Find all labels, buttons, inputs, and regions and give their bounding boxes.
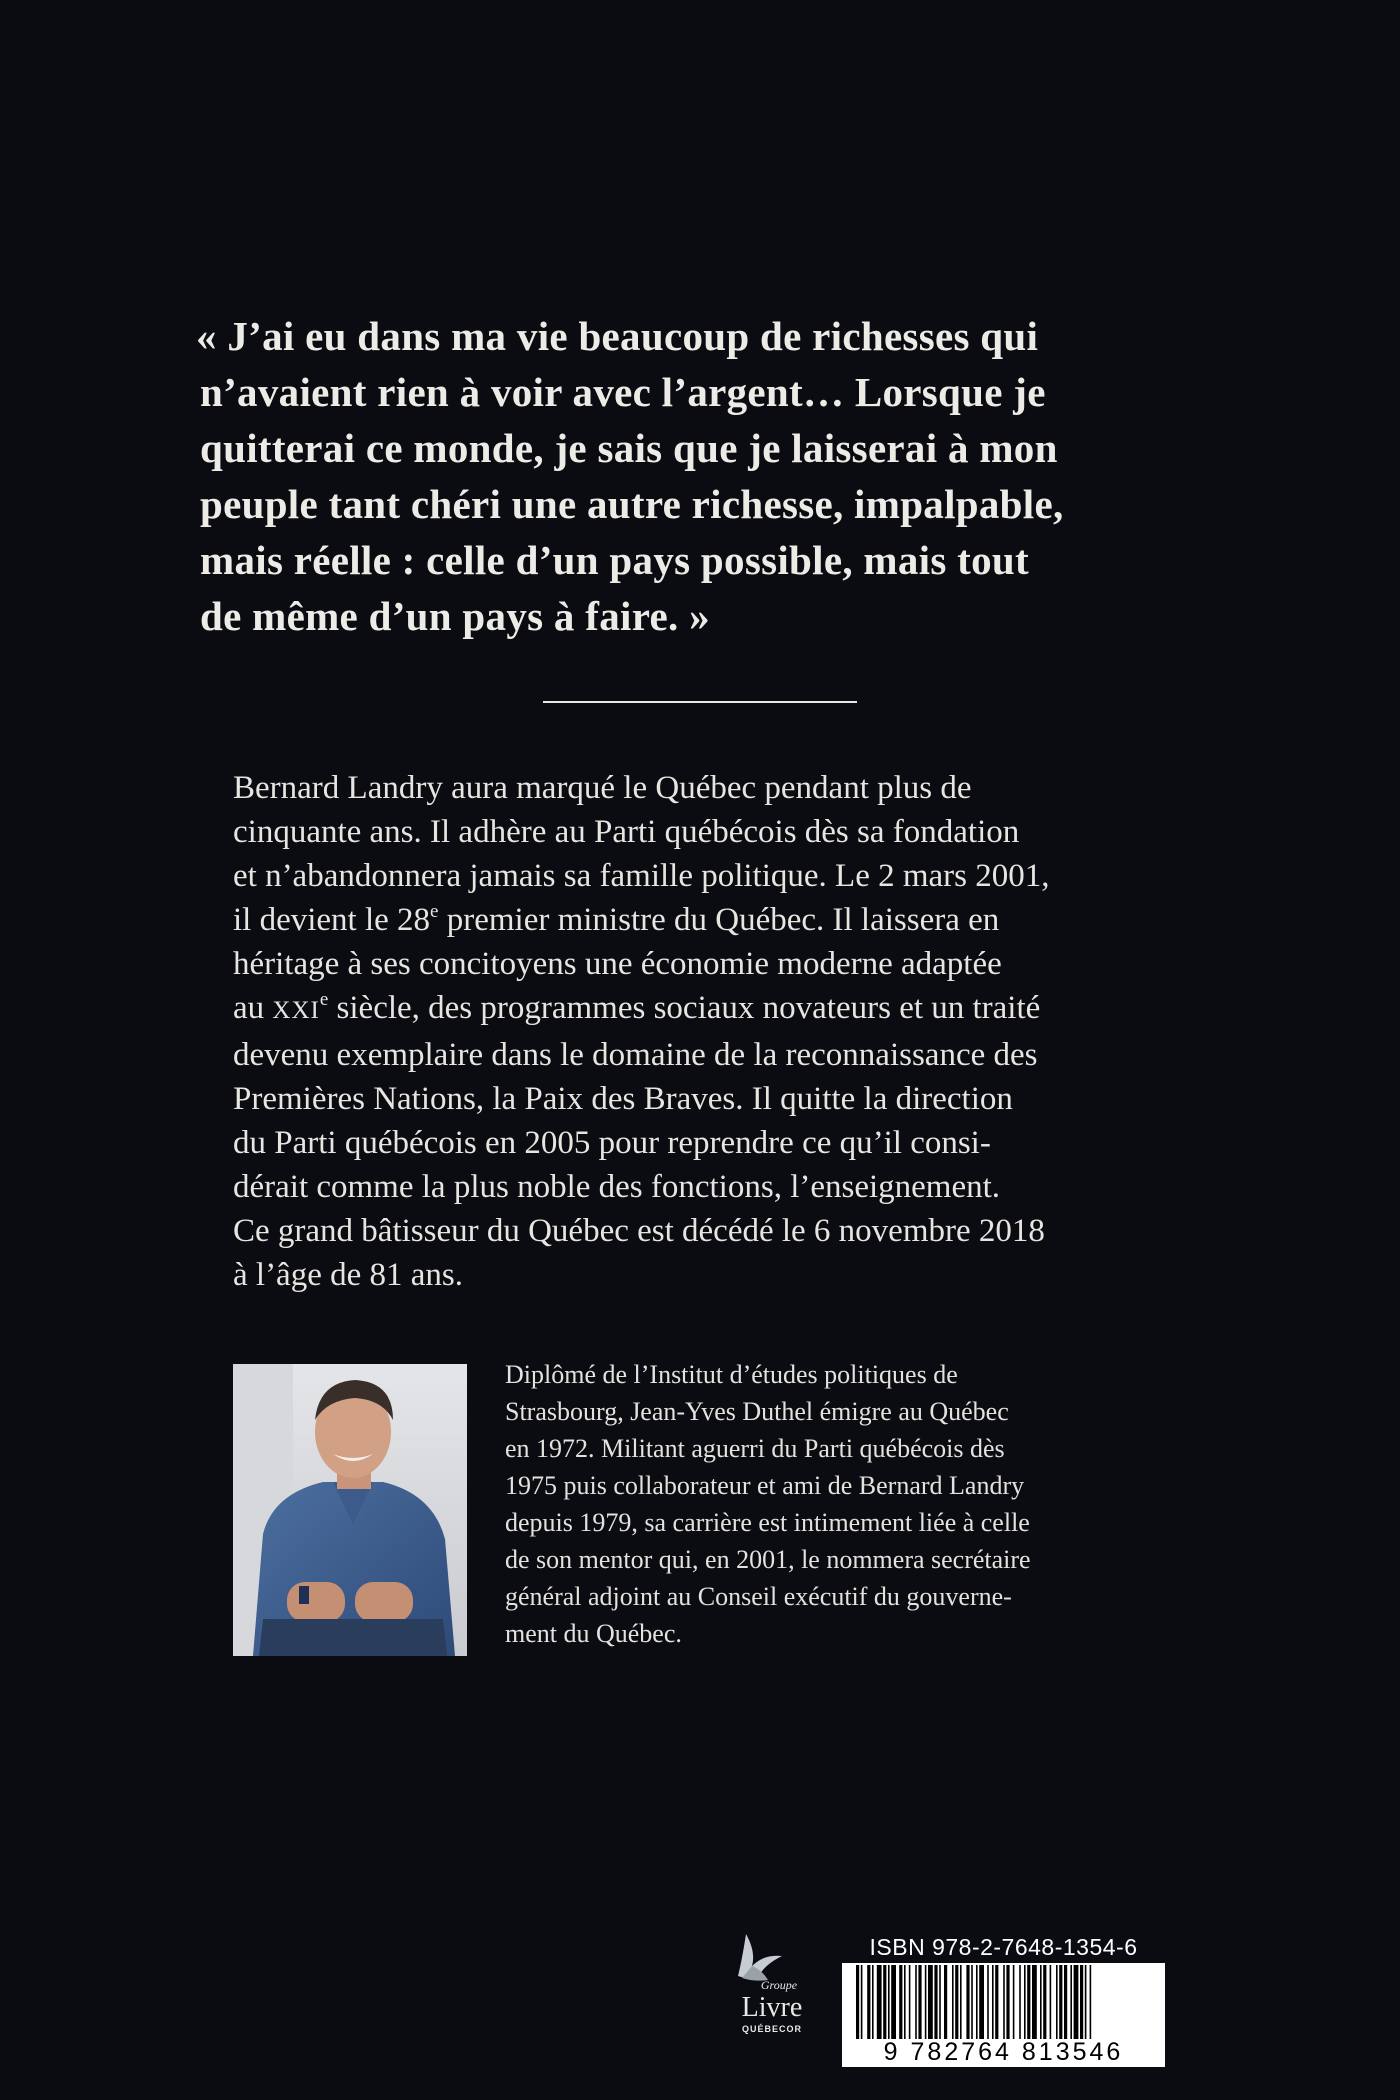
barcode-bar — [1080, 1965, 1083, 2039]
bio-line: Ce grand bâtisseur du Québec est décédé le 6 novembre 2018 — [233, 1213, 1045, 1249]
barcode-bar — [952, 1965, 954, 2039]
author-bio-line: Strasbourg, Jean-Yves Duthel émigre au Québec — [505, 1397, 1009, 1426]
bio-line — [233, 898, 1173, 942]
barcode-bar — [872, 1965, 874, 2039]
barcode-bar — [1056, 1965, 1058, 2039]
barcode-bar — [939, 1965, 941, 2039]
barcode-bar — [966, 1965, 969, 2039]
bio-text: il devient le 28 — [233, 902, 431, 938]
barcode-bar — [1085, 1965, 1087, 2039]
bio-text: siècle, des programmes sociaux novateurs et un traité — [328, 990, 1041, 1026]
bio-text: premier ministre du Québec. Il laissera en — [438, 902, 1000, 938]
barcode-bar — [1059, 1965, 1062, 2039]
barcode-bar — [856, 1965, 859, 2039]
author-bio — [505, 1356, 1175, 1652]
barcode-bar — [987, 1965, 989, 2039]
bio-line: à l’âge de 81 ans. — [233, 1257, 463, 1293]
bio-line: Bernard Landry aura marqué le Québec pendant plus de — [233, 770, 972, 806]
barcode-bars — [842, 1965, 1165, 2039]
isbn-barcode — [842, 1931, 1165, 2067]
publisher-brand: QUÉBECOR — [741, 2024, 803, 2034]
publisher-group-label: Groupe — [760, 1978, 798, 1992]
author-bio-line: Diplômé de l’Institut d’études politiques de — [505, 1360, 958, 1389]
ordinal-superscript: e — [319, 989, 329, 1010]
bio-text: au — [233, 990, 273, 1026]
barcode-box — [842, 1963, 1165, 2067]
barcode-bar — [867, 1965, 870, 2039]
barcode-bar — [1050, 1965, 1052, 2039]
author-bio-line: en 1972. Militant aguerri du Parti québécois dès — [505, 1434, 1005, 1463]
barcode-bar — [891, 1965, 896, 2039]
barcode-bar — [899, 1965, 902, 2039]
author-bio-line: de son mentor qui, en 2001, le nommera secrétaire — [505, 1545, 1031, 1574]
barcode-bar — [1013, 1965, 1015, 2039]
barcode-bar — [971, 1965, 973, 2039]
bio-line: cinquante ans. Il adhère au Parti québécois dès sa fondation — [233, 814, 1020, 850]
author-bio-line: général adjoint au Conseil exécutif du gouverne- — [505, 1582, 1012, 1611]
bernard-landry-bio — [233, 766, 1173, 1297]
barcode-bar — [883, 1965, 886, 2039]
author-photo — [233, 1364, 467, 1656]
quote-line: n’avaient rien à voir avec l’argent… Lorsque je — [200, 369, 1046, 415]
barcode-bar — [979, 1965, 984, 2039]
publisher-logo — [712, 1930, 830, 2048]
author-bio-line: 1975 puis collaborateur et ami de Bernard Landry — [505, 1471, 1025, 1500]
barcode-bar — [1019, 1965, 1021, 2039]
barcode-bar — [1074, 1965, 1079, 2039]
barcode-bar — [925, 1965, 927, 2039]
quote-line: « J’ai eu dans ma vie beaucoup de richesses qui — [196, 313, 1039, 359]
barcode-bar — [888, 1965, 890, 2039]
barcode-bar — [992, 1965, 994, 2039]
barcode-bar — [1090, 1965, 1092, 2039]
author-bio-line: ment du Québec. — [505, 1619, 682, 1648]
barcode-bar — [1064, 1965, 1067, 2039]
barcode-bar — [1032, 1965, 1037, 2039]
divider-rule — [543, 701, 857, 703]
barcode-bar — [995, 1965, 998, 2039]
barcode-bar — [904, 1965, 906, 2039]
barcode-bar — [976, 1965, 978, 2039]
isbn-label: ISBN 978-2-7648-1354-6 — [869, 1934, 1138, 1960]
author-bio-line: depuis 1979, sa carrière est intimement liée à celle — [505, 1508, 1030, 1537]
ordinal-superscript: e — [430, 901, 439, 922]
barcode-bar — [960, 1965, 962, 2039]
barcode-bar — [1040, 1965, 1042, 2039]
barcode-bar — [955, 1965, 958, 2039]
barcode-bar — [909, 1965, 911, 2039]
barcode-bar — [915, 1965, 917, 2039]
quote-line: mais réelle : celle d’un pays possible, mais tout — [200, 537, 1029, 583]
barcode-bar — [877, 1965, 882, 2039]
barcode-bar — [1003, 1965, 1005, 2039]
barcode-bar — [918, 1965, 921, 2039]
bio-line: et n’abandonnera jamais sa famille politique. Le 2 mars 2001, — [233, 858, 1050, 894]
quote-line: peuple tant chéri une autre richesse, impalpable, — [200, 481, 1064, 527]
quote-line: de même d’un pays à faire. » — [200, 593, 710, 639]
barcode-bar — [928, 1965, 933, 2039]
century-numeral: XXI — [272, 997, 320, 1024]
bird-icon — [738, 1934, 782, 1981]
publisher-name: Livre — [741, 1992, 803, 2023]
bio-line: héritage à ses concitoyens une économie moderne adaptée — [233, 946, 1002, 982]
bio-line: dérait comme la plus noble des fonctions, l’enseignement. — [233, 1169, 1001, 1205]
barcode-bar — [1024, 1965, 1026, 2039]
bio-line — [233, 986, 1173, 1033]
bio-line: du Parti québécois en 2005 pour reprendre ce qu’il consi- — [233, 1125, 991, 1161]
bio-line: Premières Nations, la Paix des Braves. Il quitte la direction — [233, 1081, 1013, 1117]
bio-line: devenu exemplaire dans le domaine de la reconnaissance des — [233, 1037, 1038, 1073]
quote-line: quitterai ce monde, je sais que je laisserai à mon — [200, 425, 1058, 471]
barcode-bar — [934, 1965, 937, 2039]
barcode-bar — [944, 1965, 947, 2039]
back-cover-quote — [196, 308, 1200, 644]
barcode-digits: 9 782764 813546 — [883, 2038, 1124, 2066]
barcode-bar — [1006, 1965, 1009, 2039]
barcode-bar — [1070, 1965, 1072, 2039]
barcode-bar — [1027, 1965, 1030, 2039]
barcode-bar — [861, 1965, 863, 2039]
barcode-bar — [1043, 1965, 1046, 2039]
